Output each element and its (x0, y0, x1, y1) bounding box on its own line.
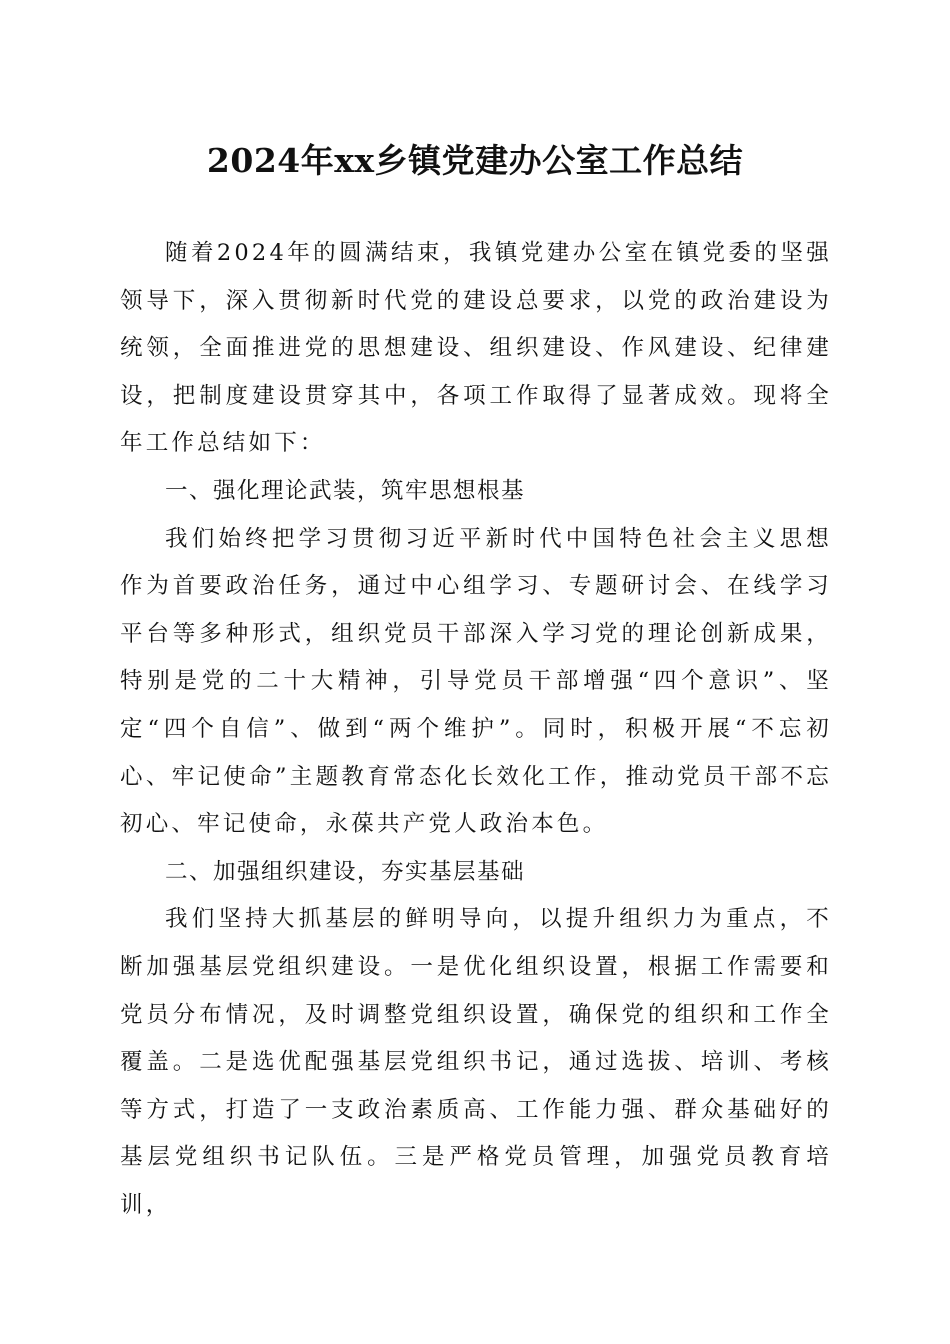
intro-paragraph: 随着2024年的圆满结束，我镇党建办公室在镇党委的坚强领导下，深入贯彻新时代党的建设总要求，以党的政治建设为统领，全面推进党的思想建设、组织建设、作风建设、纪律建设，把制度建设贯穿其中，各项工作取得了显著成效。现将全年工作总结如下： (120, 240, 832, 457)
section-heading-1: 一、强化理论武装，筑牢思想根基 (165, 477, 526, 504)
document-body (120, 230, 832, 1229)
document-title: 2024年xx乡镇党建办公室工作总结 (206, 141, 744, 180)
section-paragraph-2: 我们坚持大抓基层的鲜明导向，以提升组织力为重点，不断加强基层党组织建设。一是优化组织设置，根据工作需要和党员分布情况，及时调整党组织设置，确保党的组织和工作全覆盖。二是选优配强基层党组织书记，通过选拔、培训、考核等方式，打造了一支政治素质高、工作能力强、群众基础好的基层党组织书记队伍。三是严格党员管理，加强党员教育培训， (120, 906, 832, 1218)
section-paragraph-1: 我们始终把学习贯彻习近平新时代中国特色社会主义思想作为首要政治任务，通过中心组学习、专题研讨会、在线学习平台等多种形式，组织党员干部深入学习党的理论创新成果，特别是党的二十大精神，引导党员干部增强“四个意识”、坚定“四个自信”、做到“两个维护”。同时，积极开展“不忘初心、牢记使命”主题教育常态化长效化工作，推动党员干部不忘初心、牢记使命，永葆共产党人政治本色。 (120, 525, 832, 838)
section-heading-2: 二、加强组织建设，夯实基层基础 (165, 858, 526, 885)
